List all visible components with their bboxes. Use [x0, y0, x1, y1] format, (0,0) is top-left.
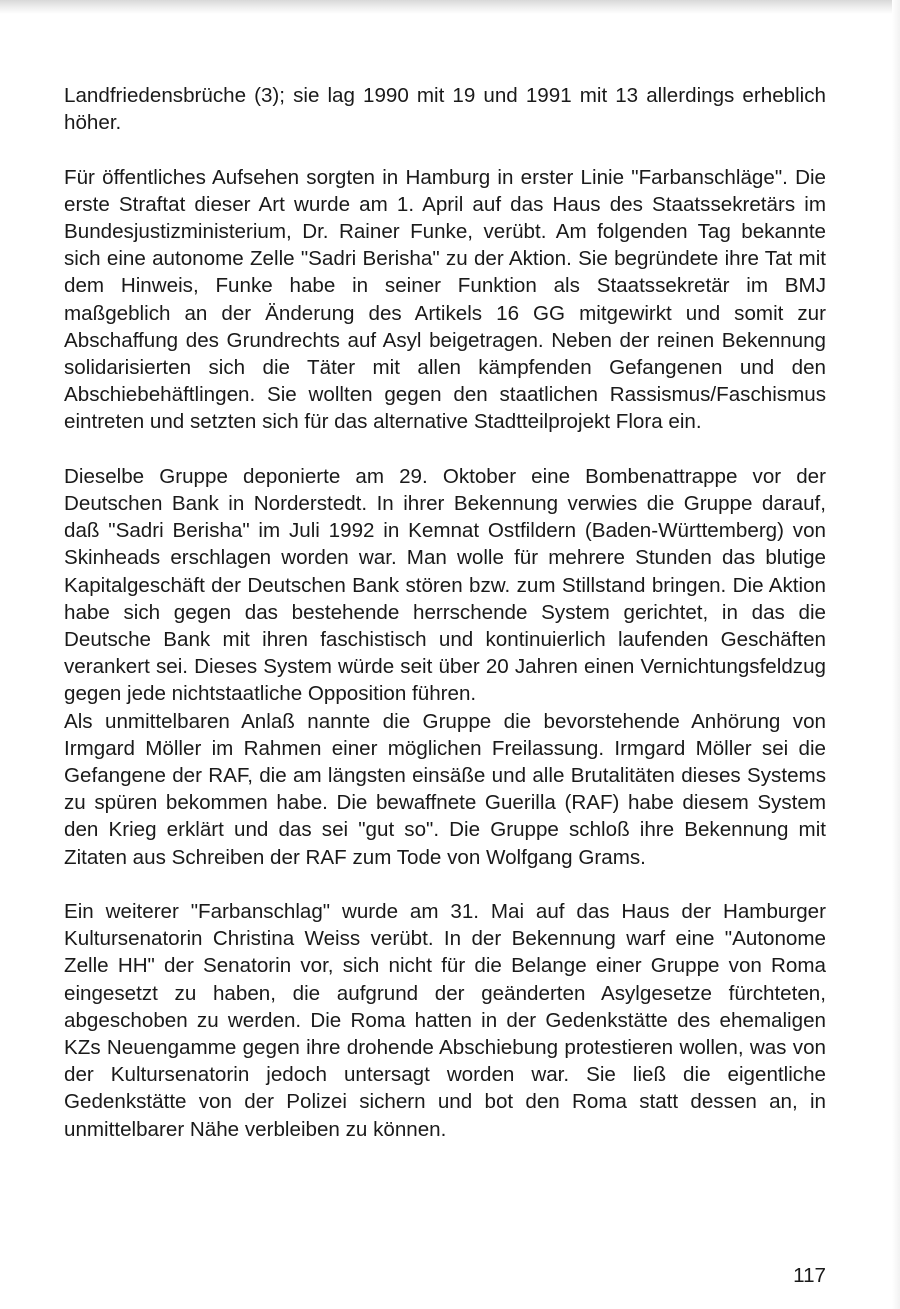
page-body-text [64, 82, 826, 1143]
scan-shadow-top [0, 0, 900, 14]
paragraph-kultursenatorin: Ein weiterer "Farbanschlag" wurde am 31. Mai auf das Haus der Hamburger Kultursenatorin Christina Weiss verübt. In der Bekennung warf eine "Autonome Zelle HH" der Senatorin vor, sich nicht für die Belange einer Gruppe von Roma eingesetzt zu haben, die aufgrund der geänderten Asylgesetze fürchteten, abgeschoben zu werden. Die Roma hatten in der Gedenkstätte des ehemaligen KZs Neuengamme gegen ihre drohende Abschiebung protestieren wollen, was von der Kultursenatorin jedoch untersagt worden war. Sie ließ die eigentliche Gedenkstätte von der Polizei sichern und bot den Roma statt dessen an, in unmittelbarer Nähe verbleiben zu können. [64, 900, 826, 1141]
paragraph-landfriedensbrueche: Landfriedensbrüche (3); sie lag 1990 mit 19 und 1991 mit 13 allerdings erheblich höher. [64, 84, 826, 135]
paragraph-irmgard-moeller: Als unmittelbaren Anlaß nannte die Gruppe die bevorstehende Anhörung von Irmgard Möller im Rahmen einer möglichen Freilassung. Irmgard Möller sei die Gefangene der RAF, die am längsten einsäße und alle Brutalitäten dieses Systems zu spüren bekommen habe. Die bewaffnete Guerilla (RAF) habe diesem System den Krieg erklärt und das sei "gut so". Die Gruppe schloß ihre Bekennung mit Zitaten aus Schreiben der RAF zum Tode von Wolfgang Grams. [64, 709, 826, 869]
paragraph-bombenattrappe: Dieselbe Gruppe deponierte am 29. Oktober eine Bombenattrappe vor der Deutschen Bank in Norderstedt. In ihrer Bekennung verwies die Gruppe darauf, daß "Sadri Berisha" im Juli 1992 in Kemnat Ostfildern (Baden-Württemberg) von Skinheads erschlagen worden war. Man wolle für mehrere Stunden das blutige Kapitalgeschäft der Deutschen Bank stören bzw. zum Stillstand bringen. Die Aktion habe sich gegen das bestehende herrschende System gerichtet, in das die Deutsche Bank mit ihren faschistisch und kontinuierlich laufenden Geschäften verankert sei. Dieses System würde seit über 20 Jahren einen Vernichtungsfeldzug gegen jede nichtstaatliche Opposition führen. [64, 464, 826, 706]
page-number: 117 [793, 1264, 826, 1287]
scan-shadow-right [892, 0, 900, 1309]
paragraph-farbanschlaege: Für öffentliches Aufsehen sorgten in Hamburg in erster Linie "Farbanschläge". Die erste Straftat dieser Art wurde am 1. April auf das Haus des Staatssekretärs im Bundesjustizministerium, Dr. Rainer Funke, verübt. Am folgenden Tag bekannte sich eine autonome Zelle "Sadri Berisha" zu der Aktion. Sie begründete ihre Tat mit dem Hinweis, Funke habe in seiner Funktion als Staatssekretär im BMJ maßgeblich an der Änderung des Artikels 16 GG mitgewirkt und somit zur Abschaffung des Grundrechts auf Asyl beigetragen. Neben der reinen Bekennung solidarisierten sich die Täter mit allen kämpfenden Gefangenen und den Abschiebehäftlingen. Sie wollten gegen den staatlichen Rassismus/Faschismus eintreten und setzten sich für das alternative Stadtteilprojekt Flora ein. [64, 165, 826, 434]
